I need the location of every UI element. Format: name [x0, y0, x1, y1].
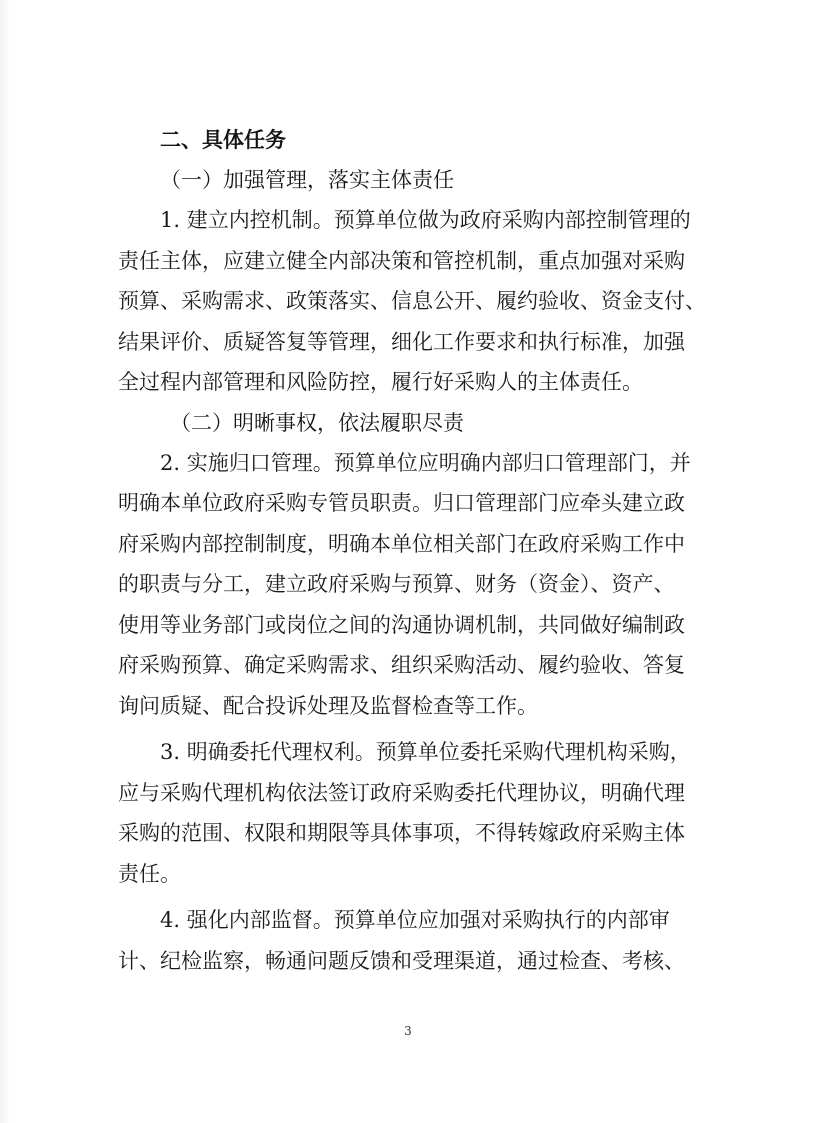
paragraph-1-line: 全过程内部管理和风险防控，履行好采购人的主体责任。: [118, 370, 643, 394]
section-heading: 二、具体任务: [160, 128, 286, 152]
page-number: 3: [404, 1024, 412, 1038]
paragraph-2-line: 询问质疑、配合投诉处理及监督检查等工作。: [118, 693, 538, 718]
paragraph-2-line: 2. 实施归口管理。预算单位应明确内部归口管理部门，并: [160, 450, 691, 475]
paragraph-1-line: 结果评价、质疑答复等管理，细化工作要求和执行标准，加强: [118, 329, 685, 354]
paragraph-3-line: 3. 明确委托代理权利。预算单位委托采购代理机构采购，: [160, 740, 691, 764]
paragraph-4-line: 4. 强化内部监督。预算单位应加强对采购执行的内部审: [160, 908, 670, 932]
paragraph-3-line: 责任。: [118, 861, 181, 886]
paragraph-2-line: 明确本单位政府采购专管员职责。归口管理部门应牵头建立政: [118, 491, 685, 515]
paragraph-1: [118, 200, 708, 403]
paragraph-3-line: 采购的范围、权限和期限等具体事项，不得转嫁政府采购主体: [118, 821, 685, 845]
paragraph-2-line: 使用等业务部门或岗位之间的沟通协调机制，共同做好编制政: [118, 612, 685, 637]
paragraph-4-line: 计、纪检监察，畅通问题反馈和受理渠道，通过检查、考核、: [118, 948, 685, 973]
paragraph-4: [118, 900, 708, 981]
subsection-heading-1: （一）加强管理，落实主体责任: [160, 168, 454, 192]
paragraph-2-line: 府采购内部控制制度，明确本单位相关部门在政府采购工作中: [118, 531, 685, 556]
paragraph-3-line: 应与采购代理机构依法签订政府采购委托代理协议，明确代理: [118, 780, 685, 805]
paragraph-2: [118, 443, 708, 727]
paragraph-2-line: 府采购预算、确定采购需求、组织采购活动、履约验收、答复: [118, 653, 685, 677]
document-body: [118, 120, 708, 981]
paragraph-1-line: 1. 建立内控机制。预算单位做为政府采购内部控制管理的: [160, 208, 691, 232]
scan-edge-shadow: [0, 0, 10, 1123]
subsection-heading-2: （二）明晰事权，依法履职尽责: [170, 410, 464, 435]
paragraph-1-line: 责任主体，应建立健全内部决策和管控机制，重点加强对采购: [118, 248, 685, 273]
paragraph-1-line: 预算、采购需求、政策落实、信息公开、履约验收、资金支付、: [118, 289, 706, 313]
paragraph-2-line: 的职责与分工，建立政府采购与预算、财务（资金）、资产、: [118, 572, 675, 596]
paragraph-3: [118, 732, 708, 894]
